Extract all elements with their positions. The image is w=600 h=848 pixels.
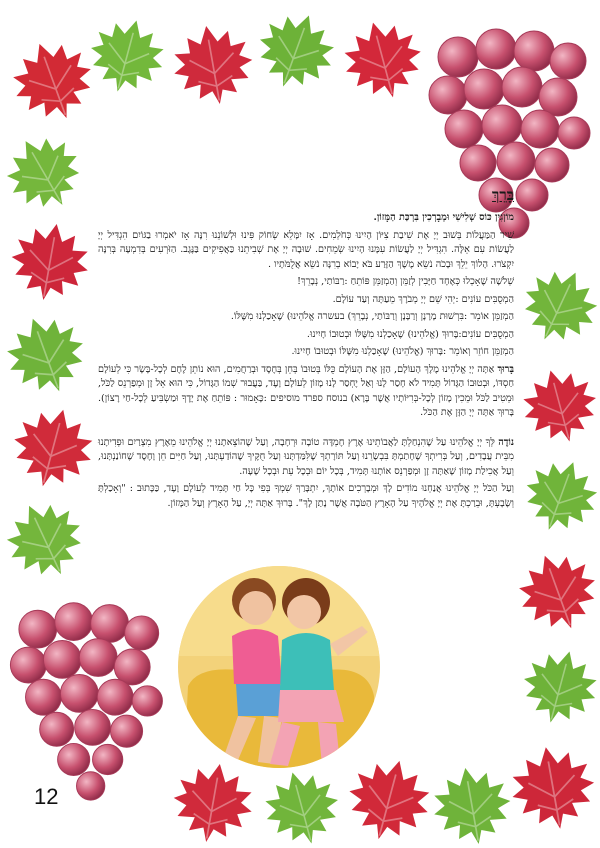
blessing-lead: נוֹדֶה: [498, 436, 514, 448]
prayer-text: [98, 186, 514, 514]
zimun-line: הַמְסֻבִּים עוֹנִים:בָּרוּךְ (אֱלֹהֵינוּ) שֶׁאָכַלְנוּ מִשֶּׁלּוֹ וּבְטוּבוֹ חָיִינוּ.: [306, 328, 514, 340]
zimun-intro: שְׁלֹשָׁה שֶׁאָכְלוּ כְּאֶחָד חַיָּבִין לְזַמֵּן וְהַמְזַמֵּן פּוֹתֵחַ :רַבּוֹתַי, נְבָרֵךְ!: [297, 276, 514, 287]
green-leaf-icon: [423, 757, 520, 848]
red-leaf-icon: [502, 533, 600, 652]
zimun-line: הַמְזַמֵּן חוֹזֵר וְאוֹמֵר :בָּרוּךְ (אֱלֹהֵינוּ) שֶׁאָכַלְנוּ מִשֶּׁלּוֹ וּבְטוּבוֹ חָיִינוּ.: [291, 346, 514, 357]
children-photo-illustration: [178, 566, 380, 768]
blessing-paragraph: וְעַל הַכֹּל יְיָ אֱלֹהֵינוּ אֲנַחְנוּ מוֹדִים לָךְ וּמְבָרְכִים אוֹתָךְ, יִתְבָּרַךְ שִׁמְךָ בְּפִי כָּל חַי תָּמִיד לְעוֹלָם וָעֶד, כַּכָּתוּב : "וְאָכַלְתָּ וְשָׂבָעְתָּ, וּבֵרַכְתָּ אֶת יְיָ אֱלֹהֶיךָ עַל הָאָרֶץ הַטֹּבָה אֲשֶׁר נָתַן לָךְ". בָּרוּךְ אַתָּה יְיָ, עַל הָאָרֶץ וְעַל הַמָּזוֹן.: [98, 483, 514, 509]
green-leaf-icon: [0, 481, 102, 599]
blessing-lead: בָּרוּךְ: [497, 363, 514, 375]
green-leaf-icon: [509, 631, 600, 743]
page-title: בָּרֵךְ: [492, 186, 514, 204]
green-leaf-icon: [509, 439, 600, 552]
psalm-paragraph: שִׁיר הַמַּעֲלוֹת בְּשׁוּב יְיָ אֶת שִׁיבַת צִיּוֹן הָיִינוּ כְּחֹלְמִים. אָז יִמָּלֵא שְׂחוֹק פִּינוּ וּלְשׁוֹנֵנוּ רִנָּה אָז יֹאמְרוּ בַגּוֹיִם הִגְדִּיל יְיָ לַעֲשׂוֹת עִם אֵלֶּה. הִגְדִּיל יְיָ לַעֲשׂוֹת עִמָּנוּ הָיִינוּ שְׂמֵחִים. שׁוּבָה יְיָ אֶת שְׁבִיתֵנוּ כַּאֲפִיקִים בַּנֶּגֶב. הַזֹּרְעִים בְּדִמְעָה בְּרִנָּה יִקְצֹרוּ. הָלוֹךְ יֵלֵךְ וּבָכֹה נֹשֵׂא מֶשֶׁךְ הַזָּרַע בֹּא יָבוֹא בְרִנָּה נֹשֵׂא אֲלֻמֹּתָיו .: [98, 229, 514, 270]
subtitle: מוֹזְגִין כּוֹס שְׁלִישִׁי וּמְבָרְכִין בִּרְכַּת הַמָּזוֹן.: [373, 212, 514, 223]
zimun-line: הַמְזַמֵּן אוֹמֵר :בִּרְשׁוּת מָרָנָן וְרַבָּנָן וְרַבּוֹתַי, נְבָרֵךְ) בעשרה אֱלֹהֵינוּ) שֶׁאָכַלְנוּ מִשֶּׁלּוֹ.: [230, 311, 514, 322]
blessing-paragraph: [98, 436, 514, 480]
red-leaf-icon: [0, 207, 99, 316]
page-number: 12: [34, 784, 59, 809]
blessing-paragraph: [98, 363, 514, 421]
blessing-text: אַתָּה יְיָ אֱלֹהֵינוּ מֶלֶךְ הָעוֹלָם, הַזָּן אֶת הָעוֹלָם כֻּלּוֹ בְּטוּבוֹ בְּחֵן בְּחֶסֶד וּבְרַחֲמִים, הוּא נוֹתֵן לֶחֶם לְכָל-בָּשָׂר כִּי לְעוֹלָם חַסְדּוֹ, וּבְטוּבוֹ הַגָּדוֹל תָּמִיד לֹא חָסַר לָנוּ וְאַל יֶחְסַר לָנוּ מָזוֹן לְעוֹלָם וָעֶד, בַּעֲבוּר שְׁמוֹ הַגָּדוֹל, כִּי הוּא אֵל זָן וּמְפַרְנֵס לַכֹּל, וּמֵטִיב לַכֹּל וּמֵכִין מָזוֹן לְכָל-בְּרִיּוֹתָיו אֲשֶׁר בָּרָא) בנוסח ספרד מוסיפים :כָּאָמוּר : פּוֹתֵחַ אֶת יָדֶךָ וּמַשְׂבִּיעַ לְכָל-חַי רָצוֹן). בָּרוּךְ אַתָּה יְיָ הַזָּן אֶת הַכֹּל.: [98, 363, 514, 418]
zimun-line: הַמְסֻבִּים עוֹנִים :יְהִי שֵׁם יְיָ מְבֹרָךְ מֵעַתָּה וְעַד עוֹלָם.: [332, 293, 514, 305]
blessing-text: לְּךָ יְיָ אֱלֹהֵינוּ עַל שֶׁהִנְחַלְתָּ לַאֲבוֹתֵינוּ אֶרֶץ חֶמְדָּה טוֹבָה וּרְחָבָה, וְעַל שֶׁהוֹצֵאתָנוּ יְיָ אֱלֹהֵינוּ מֵאֶרֶץ מִצְרַיִם וּפְדִיתָנוּ מִבֵּית עֲבָדִים, וְעַל בְּרִיתְךָ שֶׁחָתַמְתָּ בִּבְשָׂרֵנוּ וְעַל תּוֹרָתְךָ שֶׁלִּמַּדְתָּנוּ וְעַל חֻקֶּיךָ שֶׁהוֹדַעְתָּנוּ, וְעַל חַיִּים חֵן וָחֶסֶד שֶׁחוֹנַנְתָּנוּ, וְעַל אֲכִילַת מָזוֹן שָׁאַתָּה זָן וּמְפַרְנֵס אוֹתָנוּ תָּמִיד, בְּכָל יוֹם וּבְכָל עֵת וּבְכָל שָׁעָה.: [98, 436, 514, 477]
green-leaf-icon: [249, 758, 355, 848]
red-leaf-icon: [161, 753, 265, 848]
green-leaf-icon: [0, 296, 102, 413]
children-photo: [178, 566, 380, 768]
grape-bunch-icon: [0, 590, 170, 810]
green-leaf-icon: [503, 246, 600, 367]
